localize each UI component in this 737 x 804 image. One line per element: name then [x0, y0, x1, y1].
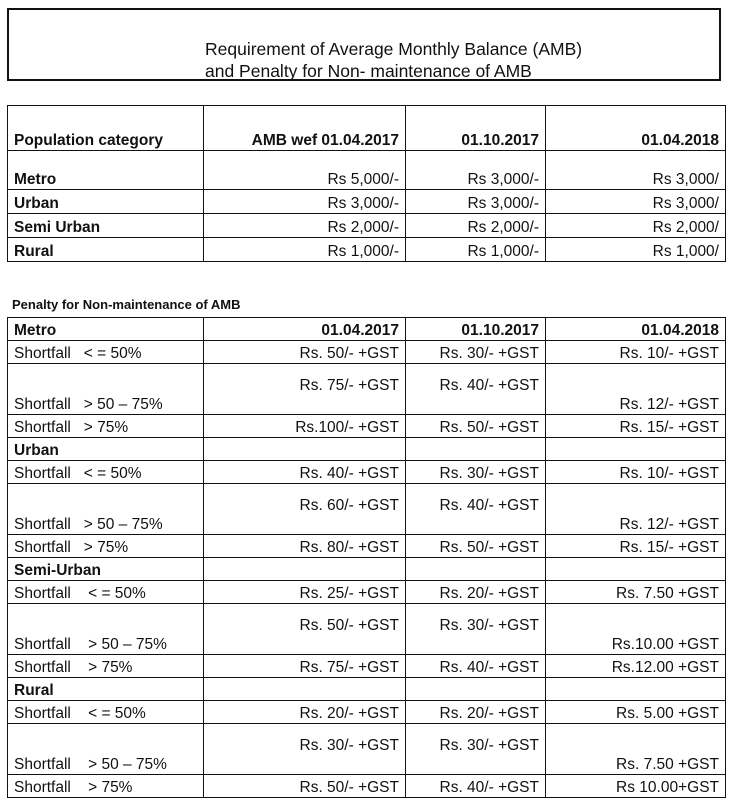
penalty-cell: Rs. 50/- +GST [406, 535, 546, 558]
amount-cell: Rs 2,000/- [204, 214, 406, 238]
penalty-cell: Rs. 80/- +GST [204, 535, 406, 558]
table-row [8, 604, 726, 655]
table-row [8, 484, 726, 535]
column-header: AMB wef 01.04.2017 [204, 106, 406, 151]
penalty-cell: Rs. 12/- +GST [546, 364, 726, 415]
amount-cell: Rs 3,000/- [406, 151, 546, 190]
penalty-cell: Rs. 30/- +GST [406, 341, 546, 364]
category-cell: Rural [8, 238, 204, 262]
shortfall-label: Shortfall > 75% [8, 535, 204, 558]
empty-cell [406, 558, 546, 581]
column-header: Population category [8, 106, 204, 151]
group-header-row [8, 678, 726, 701]
penalty-section-label: Penalty for Non-maintenance of AMB [12, 297, 241, 312]
table-row [8, 461, 726, 484]
amount-cell: Rs 5,000/- [204, 151, 406, 190]
penalty-cell: Rs. 50/- +GST [204, 604, 406, 655]
shortfall-label: Shortfall < = 50% [8, 701, 204, 724]
penalty-cell: Rs. 75/- +GST [204, 364, 406, 415]
penalty-cell: Rs. 15/- +GST [546, 415, 726, 438]
amount-cell: Rs 3,000/ [546, 190, 726, 214]
title-box [7, 8, 721, 81]
shortfall-label: Shortfall < = 50% [8, 461, 204, 484]
table-row [8, 364, 726, 415]
amount-cell: Rs 2,000/- [406, 214, 546, 238]
shortfall-label: Shortfall > 75% [8, 655, 204, 678]
amount-cell: Rs 1,000/- [406, 238, 546, 262]
amount-cell: Rs 3,000/- [204, 190, 406, 214]
table-row [8, 190, 726, 214]
shortfall-label: Shortfall > 75% [8, 775, 204, 798]
penalty-cell: Rs. 50/- +GST [204, 341, 406, 364]
group-name: Urban [8, 438, 204, 461]
table-row [8, 655, 726, 678]
penalty-cell: Rs 10.00+GST [546, 775, 726, 798]
penalty-cell: Rs. 7.50 +GST [546, 581, 726, 604]
shortfall-label: Shortfall > 75% [8, 415, 204, 438]
penalty-cell: Rs. 50/- +GST [204, 775, 406, 798]
group-header-row [8, 438, 726, 461]
empty-cell [546, 678, 726, 701]
group-name: Semi-Urban [8, 558, 204, 581]
table-row [8, 214, 726, 238]
penalty-cell: Rs. 30/- +GST [204, 724, 406, 775]
empty-cell [406, 438, 546, 461]
penalty-table [7, 317, 726, 798]
empty-cell [204, 678, 406, 701]
empty-cell [204, 438, 406, 461]
penalty-cell: Rs. 20/- +GST [204, 701, 406, 724]
table-row [8, 701, 726, 724]
penalty-cell: Rs. 30/- +GST [406, 724, 546, 775]
date-header: 01.10.2017 [406, 318, 546, 341]
penalty-cell: Rs. 40/- +GST [406, 484, 546, 535]
category-cell: Semi Urban [8, 214, 204, 238]
penalty-cell: Rs. 15/- +GST [546, 535, 726, 558]
empty-cell [204, 558, 406, 581]
empty-cell [546, 558, 726, 581]
penalty-cell: Rs. 40/- +GST [406, 775, 546, 798]
table-row [8, 341, 726, 364]
shortfall-label: Shortfall < = 50% [8, 341, 204, 364]
penalty-cell: Rs. 50/- +GST [406, 415, 546, 438]
penalty-cell: Rs. 10/- +GST [546, 341, 726, 364]
table-row [8, 724, 726, 775]
table-header-row [8, 106, 726, 151]
title-line-2: and Penalty for Non- maintenance of AMB [205, 61, 532, 81]
group-header-row [8, 318, 726, 341]
penalty-cell: Rs. 5.00 +GST [546, 701, 726, 724]
amount-cell: Rs 1,000/- [204, 238, 406, 262]
penalty-cell: Rs. 10/- +GST [546, 461, 726, 484]
column-header: 01.10.2017 [406, 106, 546, 151]
empty-cell [546, 438, 726, 461]
amount-cell: Rs 2,000/ [546, 214, 726, 238]
amb-requirement-table [7, 105, 726, 262]
table-row [8, 581, 726, 604]
penalty-cell: Rs. 60/- +GST [204, 484, 406, 535]
group-name: Metro [8, 318, 204, 341]
penalty-cell: Rs. 75/- +GST [204, 655, 406, 678]
shortfall-label: Shortfall > 50 – 75% [8, 604, 204, 655]
penalty-cell: Rs.100/- +GST [204, 415, 406, 438]
date-header: 01.04.2018 [546, 318, 726, 341]
category-cell: Urban [8, 190, 204, 214]
penalty-cell: Rs. 30/- +GST [406, 461, 546, 484]
penalty-cell: Rs. 20/- +GST [406, 701, 546, 724]
penalty-cell: Rs. 12/- +GST [546, 484, 726, 535]
penalty-cell: Rs. 30/- +GST [406, 604, 546, 655]
table-row [8, 238, 726, 262]
penalty-cell: Rs. 7.50 +GST [546, 724, 726, 775]
amount-cell: Rs 3,000/ [546, 151, 726, 190]
group-header-row [8, 558, 726, 581]
document-title [205, 38, 582, 82]
date-header: 01.04.2017 [204, 318, 406, 341]
amount-cell: Rs 1,000/ [546, 238, 726, 262]
category-cell: Metro [8, 151, 204, 190]
shortfall-label: Shortfall > 50 – 75% [8, 364, 204, 415]
penalty-cell: Rs. 40/- +GST [406, 655, 546, 678]
column-header: 01.04.2018 [546, 106, 726, 151]
penalty-cell: Rs. 40/- +GST [204, 461, 406, 484]
empty-cell [406, 678, 546, 701]
penalty-cell: Rs.10.00 +GST [546, 604, 726, 655]
shortfall-label: Shortfall > 50 – 75% [8, 484, 204, 535]
table-row [8, 775, 726, 798]
amount-cell: Rs 3,000/- [406, 190, 546, 214]
shortfall-label: Shortfall > 50 – 75% [8, 724, 204, 775]
group-name: Rural [8, 678, 204, 701]
penalty-cell: Rs.12.00 +GST [546, 655, 726, 678]
table-row [8, 151, 726, 190]
table-row [8, 535, 726, 558]
penalty-cell: Rs. 40/- +GST [406, 364, 546, 415]
penalty-cell: Rs. 25/- +GST [204, 581, 406, 604]
title-line-1: Requirement of Average Monthly Balance (AMB) [205, 39, 583, 59]
shortfall-label: Shortfall < = 50% [8, 581, 204, 604]
penalty-cell: Rs. 20/- +GST [406, 581, 546, 604]
table-row [8, 415, 726, 438]
